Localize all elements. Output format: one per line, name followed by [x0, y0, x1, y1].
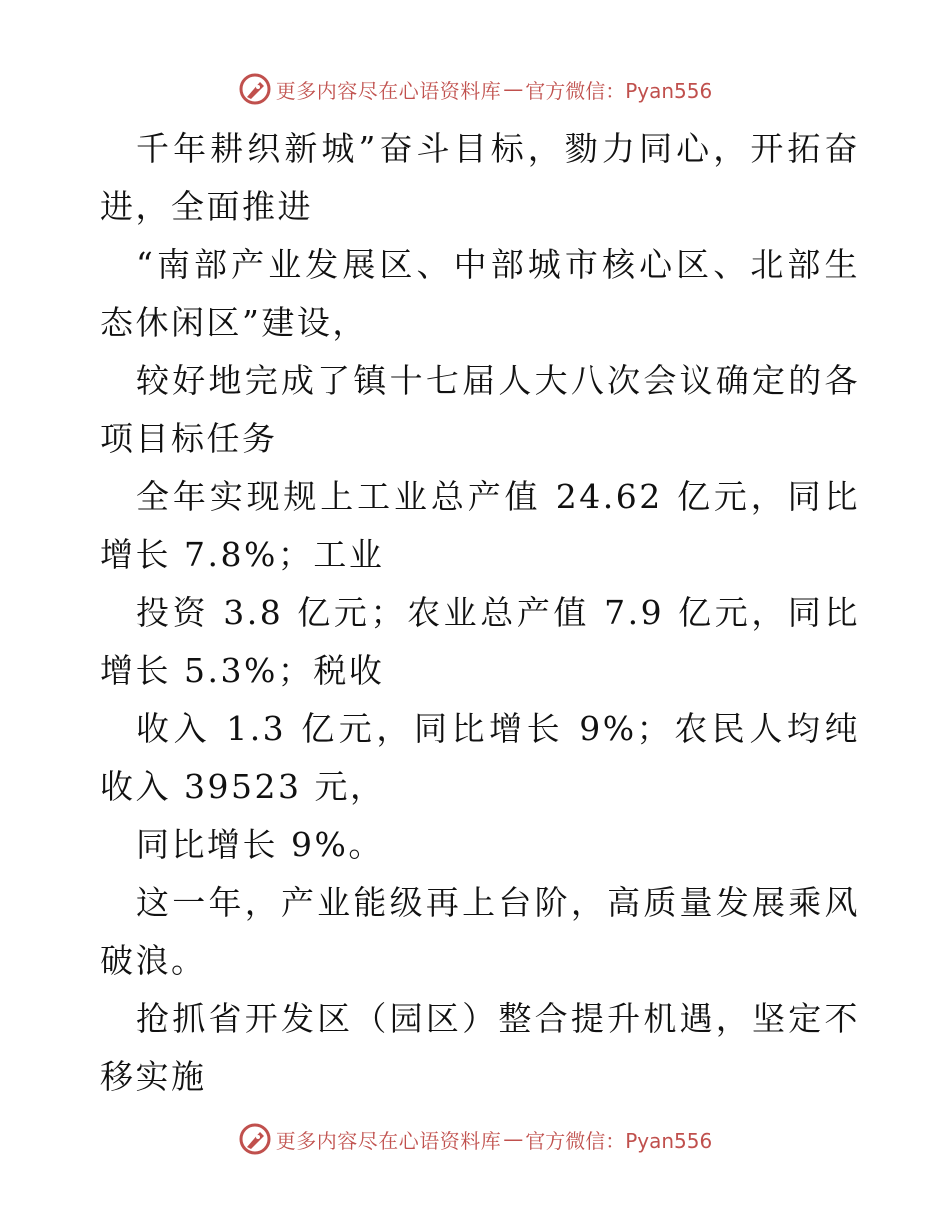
header-watermark: [0, 72, 950, 106]
watermark-separator: —: [503, 77, 524, 101]
paragraph-4: 全年实现规上工业总产值 24.62 亿元，同比增长 7.8%；工业: [100, 477, 860, 574]
paragraph-9: 抢抓省开发区（园区）整合提升机遇，坚定不移实施: [100, 999, 860, 1096]
watermark-contact: 官方微信：Pyan556: [525, 78, 713, 103]
watermark-text: 更多内容尽在心语资料库: [275, 78, 502, 103]
paragraph-5: 投资 3.8 亿元；农业总产值 7.9 亿元，同比增长 5.3%；税收: [100, 593, 860, 690]
paragraph-8: 这一年，产业能级再上台阶，高质量发展乘风破浪。: [100, 883, 860, 980]
watermark-separator: —: [503, 1127, 524, 1151]
pen-nib-logo-icon: [238, 1122, 272, 1156]
watermark-contact: 官方微信：Pyan556: [525, 1128, 713, 1153]
paragraph-7: 同比增长 9%。: [136, 825, 384, 864]
pen-nib-logo-icon: [238, 72, 272, 106]
paragraph-3: 较好地完成了镇十七届人大八次会议确定的各项目标任务: [100, 361, 860, 458]
footer-watermark: [0, 1122, 950, 1156]
paragraph-1: 千年耕织新城”奋斗目标，勠力同心，开拓奋进，全面推进: [100, 129, 860, 226]
paragraph-6: 收入 1.3 亿元，同比增长 9%；农民人均纯收入 39523 元，: [100, 709, 860, 806]
paragraph-2: “南部产业发展区、中部城市核心区、北部生态休闲区”建设，: [100, 245, 860, 342]
document-body: [100, 120, 860, 1106]
watermark-text: 更多内容尽在心语资料库: [275, 1128, 502, 1153]
